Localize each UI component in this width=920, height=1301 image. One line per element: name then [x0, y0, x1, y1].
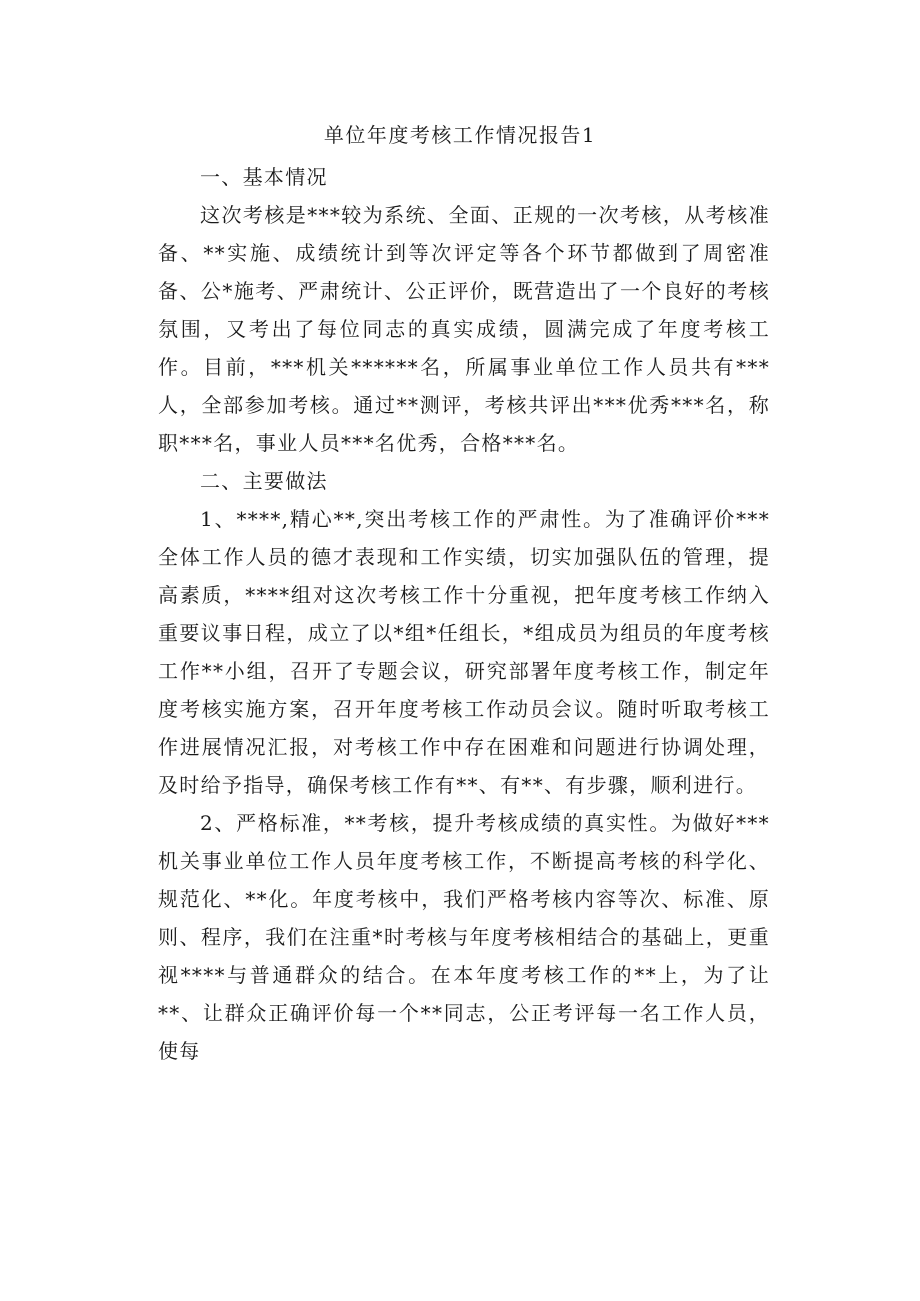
- paragraph-basic-situation: 这次考核是***较为系统、全面、正规的一次考核，从考核准备、**实施、成绩统计到等次评定等各个环节都做到了周密准备、公*施考、严肃统计、公正评价，既营造出了一个良好的考核氛围，又考出了每位同志的真实成绩，圆满完成了年度考核工作。目前，***机关******名，所属事业单位工作人员共有***人，全部参加考核。通过**测评，考核共评出***优秀***名，称职***名，事业人员***名优秀，合格***名。: [158, 203, 770, 455]
- section-heading-basic: 一、基本情况: [200, 165, 328, 189]
- section-heading-methods: 二、主要做法: [200, 469, 328, 493]
- paragraph-method-2: 2、严格标准，**考核，提升考核成绩的真实性。为做好***机关事业单位工作人员年度考核工作，不断提高考核的科学化、规范化、**化。年度考核中，我们严格考核内容等次、标准、原则、程序，我们在注重*时考核与年度考核相结合的基础上，更重视****与普通群众的结合。在本年度考核工作的**上，为了让**、让群众正确评价每一个**同志，公正考评每一名工作人员，使每: [158, 811, 770, 1063]
- paragraph-method-1: 1、****,精心**,突出考核工作的严肃性。为了准确评价***全体工作人员的德才表现和工作实绩，切实加强队伍的管理，提高素质，****组对这次考核工作十分重视，把年度考核工作纳入重要议事日程，成立了以*组*任组长，*组成员为组员的年度考核工作**小组，召开了专题会议，研究部署年度考核工作，制定年度考核实施方案，召开年度考核工作动员会议。随时听取考核工作进展情况汇报，对考核工作中存在困难和问题进行协调处理，及时给予指导，确保考核工作有**、有**、有步骤，顺利进行。: [158, 507, 770, 797]
- document-body: [158, 158, 770, 1070]
- document-title: 单位年度考核工作情况报告1: [323, 123, 597, 147]
